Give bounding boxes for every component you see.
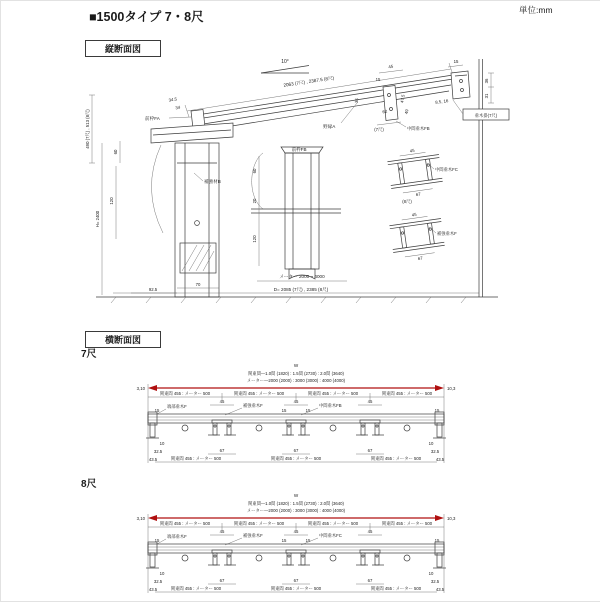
span-dim: 関東間 455 : メーター 500	[159, 391, 211, 396]
span-dim: 関東間 455 : メーター 500	[381, 391, 433, 396]
w-label: W	[293, 493, 299, 498]
span-dim: 関東間 455 : メーター 500	[381, 521, 433, 526]
dim-31: 31	[484, 93, 489, 99]
dim-15: 15	[434, 408, 440, 413]
dim-36: 36	[484, 78, 489, 84]
dim-43-5: 43.5	[148, 457, 158, 462]
label-detailA: 中間垂木FC	[435, 167, 458, 172]
dim-34-5: 34.5	[168, 96, 178, 103]
w-label: W	[293, 363, 299, 368]
dim-67: 67	[293, 578, 299, 583]
span-dim: 関東間 455 : メーター 500	[159, 521, 211, 526]
dim-70: 70	[195, 282, 201, 287]
label-detailB: 補強垂木F	[437, 231, 457, 236]
dim-depth: D= 2085 (7尺) , 2385 (8尺)	[273, 287, 329, 292]
dim-15: 15	[154, 538, 160, 543]
dim-15: 15	[281, 538, 287, 543]
dim-34: 34	[175, 104, 181, 111]
label-nobuchi-a: 野縁A	[323, 124, 336, 129]
dim-15: 15	[305, 408, 311, 413]
page-title: ■1500タイプ 7・8尺	[89, 10, 204, 24]
dim-45: 45	[219, 529, 225, 534]
label-hokyozai-b: 補強材B	[204, 179, 221, 184]
span-dim: 関東間 455 : メーター 500	[307, 521, 359, 526]
kanto-line: 関東間—1.0間 (1820) : 1.5間 (2730) : 2.0間 (3640)	[247, 371, 345, 376]
dim-43-5: 43.5	[148, 587, 158, 592]
heading-8shaku: 8尺	[81, 479, 97, 490]
span-dim-bottom: 関東間 455 : メーター 500	[170, 456, 222, 461]
label-7shaku-callout: (7尺)	[374, 127, 384, 132]
span-dim-bottom: 関東間 455 : メーター 500	[270, 586, 322, 591]
label-maekawa-fb: 前枠FB	[291, 147, 307, 152]
meter-line: メーター—2000 (2000) : 3000 (3000) : 4000 (4000)	[246, 378, 346, 383]
span-dim: 関東間 455 : メーター 500	[233, 521, 285, 526]
meter-line: メーター—2000 (2000) : 3000 (3000) : 4000 (4000)	[246, 508, 346, 513]
dim-49: 49	[403, 108, 410, 115]
dim-detailB-67: 67	[417, 255, 423, 262]
dim-60: 60	[113, 149, 118, 155]
dim-mid-20: 20	[252, 198, 257, 204]
cad-drawing	[1, 1, 600, 601]
dim-10: 10	[159, 571, 165, 576]
section-label-cross: 横断面図	[85, 331, 161, 348]
kanto-line: 関東間—1.0間 (1820) : 1.5間 (2730) : 2.0間 (3640)	[247, 501, 345, 506]
span-dim-bottom: 関東間 455 : メーター 500	[370, 456, 422, 461]
dim-detailA-67: 67	[415, 191, 421, 198]
section-label-longitudinal: 縦断面図	[85, 40, 161, 57]
edge-dim-left: 3,10	[136, 516, 145, 521]
dim-meter-range: メーター 2000 ~ 4000	[279, 274, 325, 279]
edge-dim-left: 3,10	[136, 386, 145, 391]
cross-section-8shaku	[137, 493, 456, 593]
span-dim: 関東間 455 : メーター 500	[233, 391, 285, 396]
dim-45: 45	[367, 399, 373, 404]
dim-32-5: 32.5	[153, 449, 163, 454]
span-dim-bottom: 関東間 455 : メーター 500	[370, 586, 422, 591]
longitudinal-drawing	[84, 59, 509, 303]
dim-15: 15	[281, 408, 287, 413]
label-detailA-size: (8尺)	[402, 199, 412, 204]
dim-490: 490 (7尺) , 513 (8尺)	[85, 109, 90, 149]
dim-detailA-45: 45	[409, 147, 415, 154]
edge-dim-right: 10,3	[447, 516, 456, 521]
dim-mid-120: 120	[252, 235, 257, 243]
label-chukan-fb: 中間垂木FB	[407, 126, 430, 131]
label-tarukigake: 垂木掛(7尺)	[474, 113, 498, 118]
dim-detailB-45: 45	[411, 211, 417, 218]
dim-15: 15	[154, 408, 160, 413]
dim-10: 10	[159, 441, 165, 446]
label-mid-rafter: 補強垂木F	[243, 403, 263, 408]
dim-15: 15	[434, 538, 440, 543]
label-end-rafter: 端部垂木F	[167, 404, 187, 409]
label-center-rafter: 中間垂木FC	[319, 533, 342, 538]
detail-chukan-fc	[386, 145, 444, 201]
dim-45: 45	[219, 399, 225, 404]
dim-45: 45	[367, 529, 373, 534]
cross-section-7shaku	[137, 363, 456, 463]
dim-15-hanger: 15	[375, 77, 381, 82]
dim-120: 120	[109, 197, 114, 205]
dim-43-5: 43.5	[435, 457, 445, 462]
dim-62: 62	[382, 108, 388, 115]
dim-36-beam: 36	[353, 97, 360, 104]
heading-7shaku: 7尺	[81, 349, 97, 360]
dim-67: 67	[293, 448, 299, 453]
label-mid-rafter: 補強垂木F	[243, 533, 263, 538]
detail-hokyo-f	[388, 209, 446, 265]
unit-label: 単位:mm	[519, 5, 553, 15]
dim-47-5: 47.5	[399, 94, 406, 104]
span-dim-bottom: 関東間 455 : メーター 500	[170, 586, 222, 591]
dim-67: 67	[367, 448, 373, 453]
dim-slope-length: 2063 (7尺) , 2387.5 (8尺)	[283, 75, 335, 88]
dim-45: 45	[293, 529, 299, 534]
dim-8-5-16: 8.5, 16	[434, 98, 449, 105]
label-maekawa-fa: 前枠FA	[145, 116, 160, 121]
dim-45: 45	[293, 399, 299, 404]
dim-32-5: 32.5	[430, 579, 440, 584]
dim-67: 67	[219, 578, 225, 583]
dim-10: 10	[428, 571, 434, 576]
span-dim-bottom: 関東間 455 : メーター 500	[270, 456, 322, 461]
angle-label: 10°	[281, 59, 289, 65]
span-dim: 関東間 455 : メーター 500	[307, 391, 359, 396]
dim-43-5: 43.5	[435, 587, 445, 592]
dim-32-5: 32.5	[153, 579, 163, 584]
dim-10: 10	[428, 441, 434, 446]
dim-67: 67	[367, 578, 373, 583]
label-end-rafter: 端部垂木F	[167, 534, 187, 539]
dim-67: 67	[219, 448, 225, 453]
label-center-rafter: 中間垂木FB	[319, 403, 342, 408]
dim-45-hanger: 45	[388, 63, 394, 70]
dim-32-5: 32.5	[430, 449, 440, 454]
dim-15: 15	[305, 538, 311, 543]
dim-92-5: 92.5	[148, 287, 158, 292]
dim-mid-60: 60	[252, 168, 257, 174]
edge-dim-right: 10,3	[447, 386, 456, 391]
dim-height-2400: H= 2400	[95, 210, 100, 228]
dim-15-top: 15	[453, 59, 459, 64]
